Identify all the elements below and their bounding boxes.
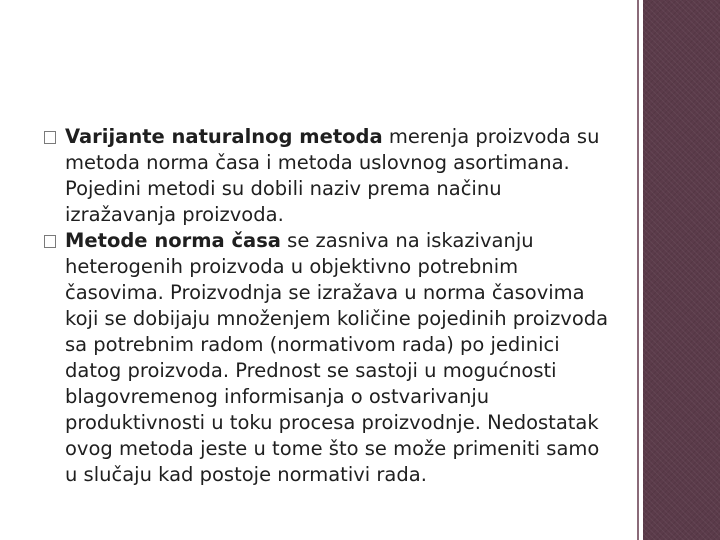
bullet-highlight: Metode norma časa	[65, 229, 281, 252]
bullet-square-icon	[44, 235, 56, 248]
bullet-list	[44, 124, 614, 488]
bullet-highlight: Varijante naturalnog metoda	[65, 125, 383, 148]
bullet-text: se zasniva na iskazivanju heterogenih proizvoda u objektivno potrebnim časovima. Proizvodnja se izražava u norma časovima koji se dobijaju množenjem količine pojedinih proizvoda sa potrebnim radom (normativom rada) po jedinici datog proizvoda. Prednost se sastoji u mogućnosti blagovremenog informisanja o ostvarivanju produktivnosti u toku procesa proizvodnje. Nedostatak ovog metoda jeste u tome što se može primeniti samo u slučaju kad postoje normativi rada.	[65, 229, 609, 486]
bullet-item	[44, 228, 614, 488]
bullet-text: merenja proizvoda su metoda norma časa i metoda uslovnog asortimana. Pojedini metodi su dobili naziv prema načinu izražavanja proizvoda.	[65, 125, 600, 226]
bullet-item	[44, 124, 614, 228]
bullet-square-icon	[44, 131, 56, 144]
side-divider	[637, 0, 639, 540]
decorative-side-panel	[643, 0, 720, 540]
